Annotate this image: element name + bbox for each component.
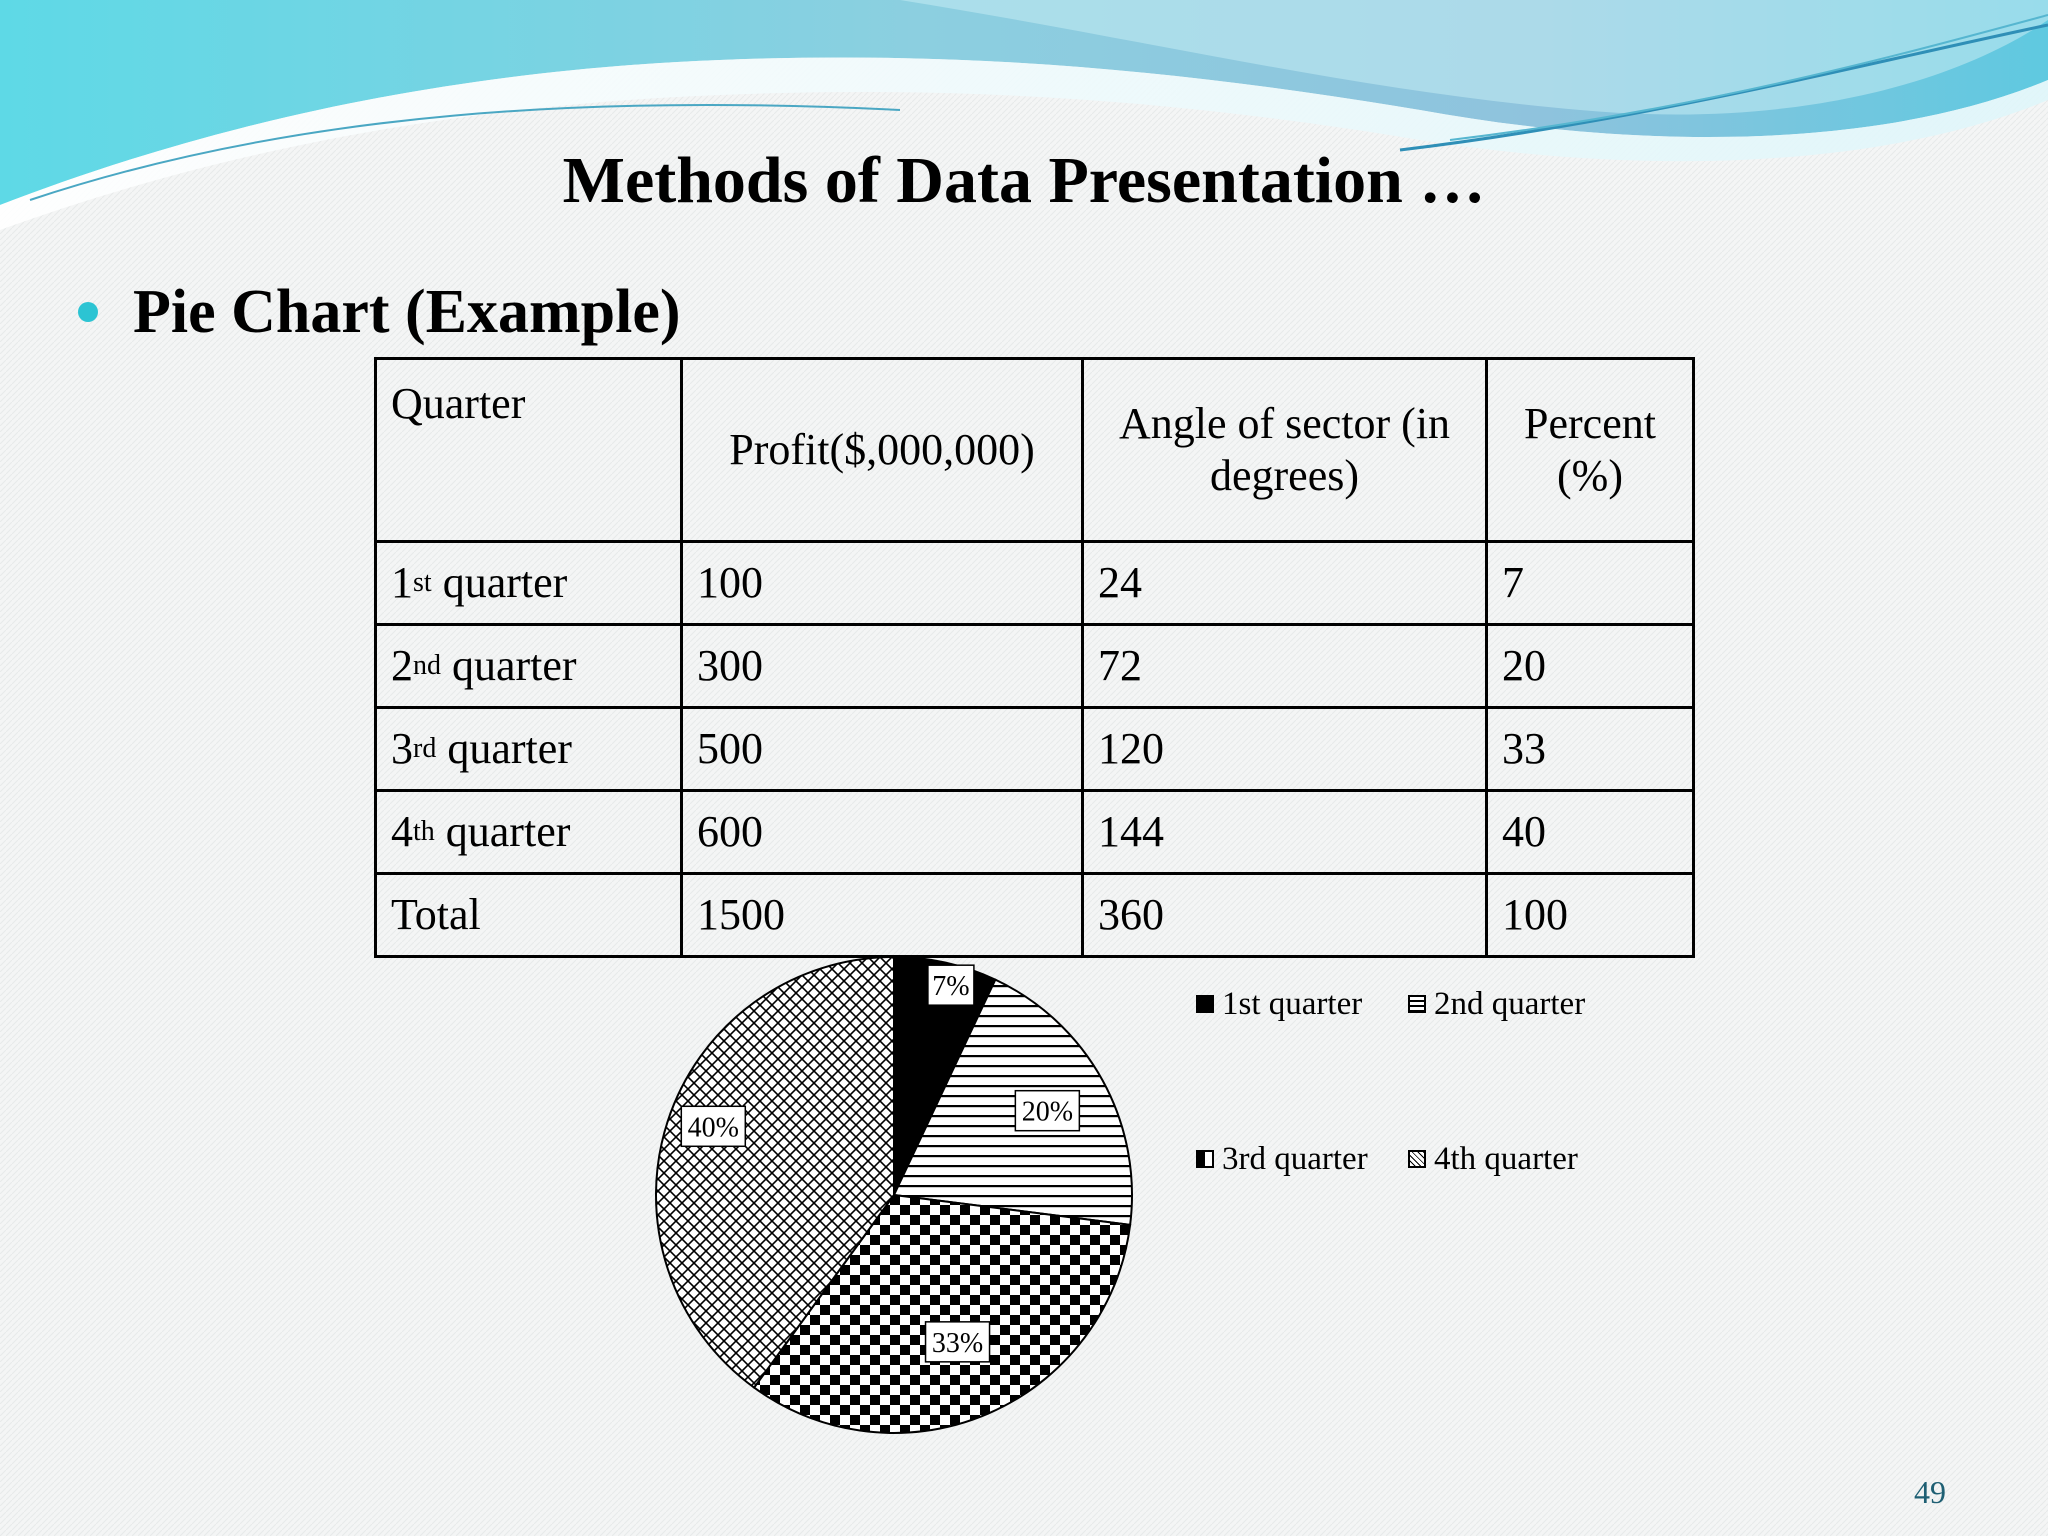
slide-title: Methods of Data Presentation … xyxy=(562,144,1486,217)
page-number: 49 xyxy=(1914,1474,1946,1510)
pie-chart xyxy=(640,945,1160,1445)
table-row xyxy=(376,791,1694,874)
quarter-suffix: nd xyxy=(413,650,441,681)
quarter-word: quarter xyxy=(442,558,568,607)
table-row xyxy=(376,708,1694,791)
legend-swatch-horizontal-lines xyxy=(1408,995,1426,1013)
header-angle-line2: degrees) xyxy=(1209,451,1359,500)
quarter-cell xyxy=(376,625,682,708)
profit-cell: 500 xyxy=(682,708,1083,791)
quarter-number: 4 xyxy=(391,807,413,856)
pie-data-label-text: 20% xyxy=(1021,1096,1074,1128)
legend-item-1st-quarter xyxy=(1196,984,1362,1024)
profit-cell: 600 xyxy=(682,791,1083,874)
header-percent-line1: Percent xyxy=(1524,399,1656,448)
header-quarter: Quarter xyxy=(376,359,682,542)
pie-data-label-text: 40% xyxy=(687,1112,739,1144)
header-percent-line2: (%) xyxy=(1557,451,1623,500)
quarter-suffix: st xyxy=(413,567,432,598)
profit-cell: 300 xyxy=(682,625,1083,708)
total-label-cell: Total xyxy=(376,874,682,957)
quarter-cell xyxy=(376,791,682,874)
percent-cell: 40 xyxy=(1487,791,1694,874)
legend-swatch-checkerboard xyxy=(1196,1150,1214,1168)
angle-cell: 144 xyxy=(1083,791,1487,874)
slide-subtitle: Pie Chart (Example) xyxy=(133,278,681,346)
percent-cell: 20 xyxy=(1487,625,1694,708)
legend-label: 4th quarter xyxy=(1434,1141,1578,1177)
pie-data-label-2 xyxy=(1015,1091,1079,1131)
pie-data-label-3 xyxy=(926,1322,990,1362)
pie-data-label-text: 33% xyxy=(931,1327,984,1359)
header-profit: Profit($,000,000) xyxy=(682,359,1083,542)
table-row xyxy=(376,625,1694,708)
header-angle-line1: Angle of sector (in xyxy=(1118,399,1451,448)
percent-cell: 33 xyxy=(1487,708,1694,791)
angle-cell: 72 xyxy=(1083,625,1487,708)
quarter-word: quarter xyxy=(452,641,577,690)
quarter-suffix: th xyxy=(413,816,435,847)
pie-data-label-text: 7% xyxy=(932,971,970,1003)
profit-cell: 100 xyxy=(682,542,1083,625)
legend-item-2nd-quarter xyxy=(1408,984,1585,1024)
bullet-icon xyxy=(78,302,98,322)
legend-swatch-crosshatch xyxy=(1408,1150,1426,1168)
header-angle xyxy=(1083,359,1487,542)
quarter-word: quarter xyxy=(445,807,571,856)
quarter-number: 2 xyxy=(391,641,413,690)
legend-label: 3rd quarter xyxy=(1222,1141,1368,1177)
header-percent xyxy=(1487,359,1694,542)
legend-item-3rd-quarter xyxy=(1196,1139,1368,1179)
table-header-row xyxy=(376,359,1694,542)
quarter-number: 3 xyxy=(391,724,413,773)
pie-data-label-4 xyxy=(681,1106,745,1146)
percent-cell: 7 xyxy=(1487,542,1694,625)
legend-item-4th-quarter xyxy=(1408,1139,1578,1179)
total-angle-cell: 360 xyxy=(1083,874,1487,957)
legend-label: 1st quarter xyxy=(1222,986,1363,1022)
quarter-number: 1 xyxy=(391,558,413,607)
total-percent-cell: 100 xyxy=(1487,874,1694,957)
legend-label: 2nd quarter xyxy=(1434,986,1586,1022)
table-row xyxy=(376,542,1694,625)
quarter-cell xyxy=(376,542,682,625)
quarter-word: quarter xyxy=(447,724,572,773)
quarter-suffix: rd xyxy=(413,733,437,764)
profit-table xyxy=(374,357,1695,958)
total-profit-cell: 1500 xyxy=(682,874,1083,957)
legend-swatch-solid xyxy=(1196,995,1214,1013)
angle-cell: 24 xyxy=(1083,542,1487,625)
quarter-cell xyxy=(376,708,682,791)
pie-slices xyxy=(656,957,1132,1433)
angle-cell: 120 xyxy=(1083,708,1487,791)
pie-data-label-1 xyxy=(928,965,974,1005)
